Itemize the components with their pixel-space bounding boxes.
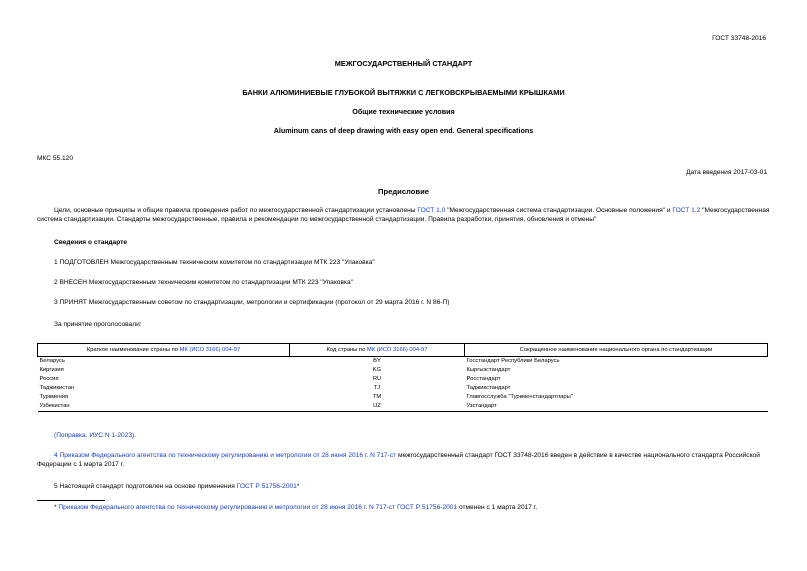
header-country-text: Краткое наименование страны по (86, 346, 180, 353)
preface-paragraph (37, 207, 770, 225)
footnote-divider (37, 500, 105, 501)
header-code-text: Код страны по (326, 346, 367, 353)
footnote-star: * (54, 504, 59, 511)
voted-label: За принятие проголосовали: (54, 321, 142, 328)
table-row (38, 393, 768, 402)
item-5 (54, 483, 299, 492)
body-cell: Кыргызстандарт (466, 367, 511, 374)
item-4-paragraph (37, 452, 770, 470)
code-cell: RU (372, 376, 382, 383)
info-item-3: 3 ПРИНЯТ Межгосударственным советом по стандартизации, метрологии и сертификации (протокол от 29 марта 2016 г. N 86-П) (54, 299, 450, 306)
footnote (54, 504, 537, 513)
footnote-order-link[interactable]: Приказом Федерального агентства по техническому регулированию и метрологии от 28 июня 2016 г. N 717-ст (58, 504, 396, 511)
code-cell: KG (372, 367, 382, 374)
country-cell: Россия (39, 376, 59, 383)
voting-states-table (37, 343, 768, 412)
document-subtitle: Общие технические условия (352, 107, 455, 116)
preface-text: Цели, основные принципы и общие правила проведения работ по межгосударственной стандартизации установлены (54, 207, 418, 214)
footnote-marker: * (296, 483, 300, 490)
info-item-1: 1 ПОДГОТОВЛЕН Межгосударственным техническим комитетом по стандартизации МТК 223 "Упаковка" (54, 259, 375, 266)
info-item-2: 2 ВНЕСЕН Межгосударственным техническим комитетом по стандартизации МТК 223 "Упаковка" (54, 279, 353, 286)
table-row (38, 375, 768, 384)
table-row (38, 402, 768, 412)
english-title: Aluminum cans of deep drawing with easy open end. General specifications (273, 126, 534, 135)
standard-type: МЕЖГОСУДАРСТВЕННЫЙ СТАНДАРТ (334, 59, 473, 68)
mk-iso-link[interactable]: МК (ИСО 3166) 004-97 (366, 346, 428, 353)
preface-heading: Предисловие (378, 187, 429, 196)
gost-1-2-link[interactable]: ГОСТ 1.2 (672, 207, 701, 214)
country-cell: Таджикистан (39, 385, 75, 392)
mks-code: МКС 55.120 (37, 155, 74, 162)
table-row (38, 366, 768, 375)
country-cell: Туркмения (39, 394, 69, 401)
document-title: БАНКИ АЛЮМИНИЕВЫЕ ГЛУБОКОЙ ВЫТЯЖКИ С ЛЕГКОВСКРЫВАЕМЫМИ КРЫШКАМИ (242, 88, 565, 97)
header-national-body: Сокращенное наименование национального органа по стандартизации (465, 344, 768, 357)
code-cell: BY (373, 358, 381, 365)
country-cell: Киргизия (39, 367, 64, 374)
mk-iso-link[interactable]: МК (ИСО 3166) 004-97 (179, 346, 241, 353)
body-cell: Госстандарт Республики Беларусь (466, 358, 560, 365)
code-cell: TJ (373, 385, 381, 392)
body-cell: Главгосслужба "Туркменстандартлары" (466, 394, 573, 401)
code-cell: TM (372, 394, 382, 401)
body-cell: Таджикстандарт (466, 385, 511, 392)
preface-text-end: "Межгосударственная система стандартизации. Стандарты межгосударственные, правила и рекомендации по межгосударственной стандартизации. Правила разработки, принятия, обновления и отмены" (37, 207, 770, 223)
footnote-gost-link[interactable]: ГОСТ Р 51756-2001 (396, 504, 458, 511)
footnote-text: отменен с 1 марта 2017 г. (457, 504, 538, 511)
order-717-link[interactable]: 4 Приказом Федерального агентства по техническому регулированию и метрологии от 28 июня 2016 г. N 717-ст (54, 452, 397, 459)
item-5-text: 5 Настоящий стандарт подготовлен на основе применения (54, 483, 237, 490)
country-cell: Узбекистан (38, 402, 290, 412)
table-row (38, 357, 768, 367)
table-row (38, 384, 768, 393)
country-cell: Беларусь (39, 358, 65, 365)
gost-1-0-link[interactable]: ГОСТ 1.0 (417, 207, 446, 214)
amendment-link[interactable]: (Поправка. ИУС N 1-2023). (54, 432, 137, 439)
document-code: ГОСТ 33748-2016 (712, 35, 766, 42)
info-heading: Сведения о стандарте (54, 239, 128, 246)
header-country-code (290, 344, 465, 357)
item-4-text: межгосударственный стандарт ГОСТ 33748-2016 введен в действие в качестве национального стандарта Российской Федерации с 1 марта 2017 г. (37, 452, 760, 468)
table-header-row (38, 344, 768, 357)
header-country-name (38, 344, 290, 357)
preface-text-mid: "Межгосударственная система стандартизации. Основные положения" и (445, 207, 673, 214)
code-cell: UZ (290, 402, 465, 412)
body-cell: Росстандарт (466, 376, 501, 383)
introduction-date: Дата введения 2017-03-01 (686, 169, 767, 176)
body-cell: Узстандарт (465, 402, 768, 412)
gost-r-51756-link[interactable]: ГОСТ Р 51756-2001 (236, 483, 297, 490)
